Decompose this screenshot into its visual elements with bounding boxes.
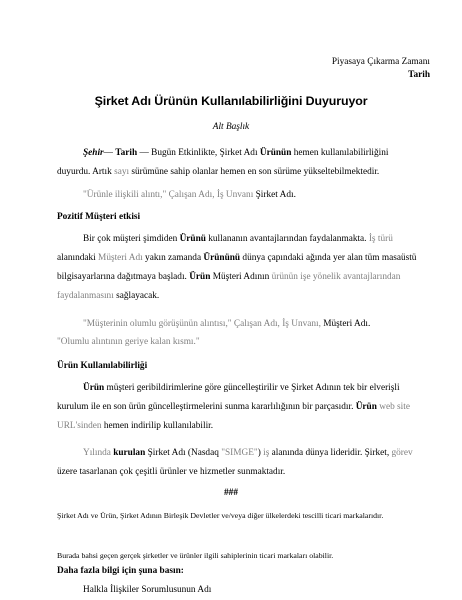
intro-sep: — bbox=[103, 148, 116, 158]
p3-placeholder: web site URL'sinden bbox=[57, 402, 410, 431]
section-separator: ### bbox=[224, 488, 238, 498]
intro-product: Ürünün bbox=[259, 148, 292, 158]
intro-paragraph bbox=[57, 144, 417, 182]
release-info bbox=[332, 56, 430, 82]
disclaimer-notice: Burada bahsi geçen gerçek şirketler ve ürünler ilgili sahiplerinin ticari markaları olabilir. bbox=[57, 551, 334, 560]
intro-text-1: — Bugün Etkinlikte, Şirket Adı bbox=[137, 148, 260, 158]
quote-2-text: Müşteri Adı. bbox=[320, 319, 371, 329]
contact-name: Halkla İlişkiler Sorumlusunun Adı bbox=[83, 585, 212, 595]
p4-placeholder-1: Yılında bbox=[83, 448, 111, 458]
intro-text-2: hemen kullanılabilirliğini duyurdu. Artık bbox=[57, 148, 389, 177]
company-paragraph bbox=[57, 444, 417, 482]
p4-text-1: Şirket Adı (Nasdaq bbox=[147, 448, 222, 458]
document-subtitle: Alt Başlık bbox=[212, 122, 250, 132]
p4-placeholder-3: iş bbox=[263, 448, 270, 458]
quote-1-text: Şirket Adı. bbox=[253, 190, 296, 200]
release-date: Tarih bbox=[408, 70, 430, 80]
quote-paragraph-2 bbox=[57, 315, 417, 334]
p2-text-1: Bir çok müşteri şimdiden bbox=[83, 234, 180, 244]
p4-bold-1: kurulan bbox=[110, 448, 148, 458]
p4-text-4: üzere tasarlanan çok çeşitli ürünler ve hizmetler sunmaktadır. bbox=[57, 467, 286, 477]
p2-placeholder-3: ürünün işe yönelik avantajlarından faydalanmasını bbox=[57, 272, 401, 301]
intro-date: Tarih bbox=[115, 148, 138, 158]
p2-placeholder-1: İş türü bbox=[368, 234, 393, 244]
heading-product-availability: Ürün Kullanılabilirliği bbox=[57, 361, 148, 371]
p2-text-3: alanındaki bbox=[57, 253, 99, 263]
heading-positive-impact: Pozitif Müşteri etkisi bbox=[57, 212, 141, 222]
availability-paragraph bbox=[57, 379, 417, 436]
trademark-notice: Şirket Adı ve Ürün, Şirket Adının Birleşik Devletler ve/veya diğer ülkelerdeki tescilli ticari markalarıdır. bbox=[57, 511, 384, 520]
p2-bold-1: Ürünü bbox=[179, 234, 206, 244]
p2-placeholder-2: Müşteri Adı bbox=[98, 253, 143, 263]
quote-1-placeholder: "Ürünle ilişkili alıntı," Çalışan Adı, İş Unvanı bbox=[83, 190, 254, 200]
p2-text-7: sağlayacak. bbox=[113, 291, 160, 301]
p2-text-4: yakın zamanda bbox=[142, 253, 204, 263]
p2-text-2: kullananın avantajlarından faydalanmakta. bbox=[205, 234, 369, 244]
p4-text-3: alanında dünya lideridir. Şirket, bbox=[269, 448, 392, 458]
intro-text-3: sürümüne sahip olanlar hemen en son sürüme yükseltebilmektedir. bbox=[129, 167, 380, 177]
intro-city: Şehir bbox=[83, 148, 104, 158]
p3-bold-1: Ürün bbox=[83, 383, 105, 393]
p3-bold-2: Ürün bbox=[355, 402, 377, 412]
heading-more-info: Daha fazla bilgi için şuna basın: bbox=[57, 566, 184, 576]
p2-bold-2: Ürününü bbox=[203, 253, 241, 263]
p3-text-3: hemen indirilip kullanılabilir. bbox=[101, 421, 214, 431]
p3-text-1: müşteri geribildirimlerine göre güncelleştirilir ve Şirket Adının tek bir elverişli kurulum ile en son ürün güncelleştirmelerini sunma kararlılığının bir parçasıdır. bbox=[57, 383, 400, 412]
p4-placeholder-2: "SIMGE" bbox=[221, 448, 258, 458]
p2-text-5: dünya çapındaki ağında yer alan tüm masaüstü bilgisayarlarına dağıtmaya başladı. bbox=[57, 253, 417, 282]
p2-text-6: Müşteri Adının bbox=[210, 272, 272, 282]
release-label: Piyasaya Çıkarma Zamanı bbox=[331, 57, 430, 67]
quote-2-placeholder: "Müşterinin olumlu görüşünün alıntısı," Çalışan Adı, İş Unvanı, bbox=[83, 319, 321, 329]
quote-paragraph-1 bbox=[57, 186, 417, 205]
p2-bold-3: Ürün bbox=[189, 272, 211, 282]
customer-paragraph bbox=[57, 230, 417, 306]
quote-paragraph-3: "Olumlu alıntının geriye kalan kısmı." bbox=[57, 337, 200, 347]
intro-placeholder: sayı bbox=[114, 167, 130, 177]
p4-text-2: ) bbox=[257, 448, 264, 458]
document-title: Şirket Adı Ürünün Kullanılabilirliğini Duyuruyor bbox=[94, 94, 368, 108]
p4-placeholder-4: görev bbox=[391, 448, 413, 458]
